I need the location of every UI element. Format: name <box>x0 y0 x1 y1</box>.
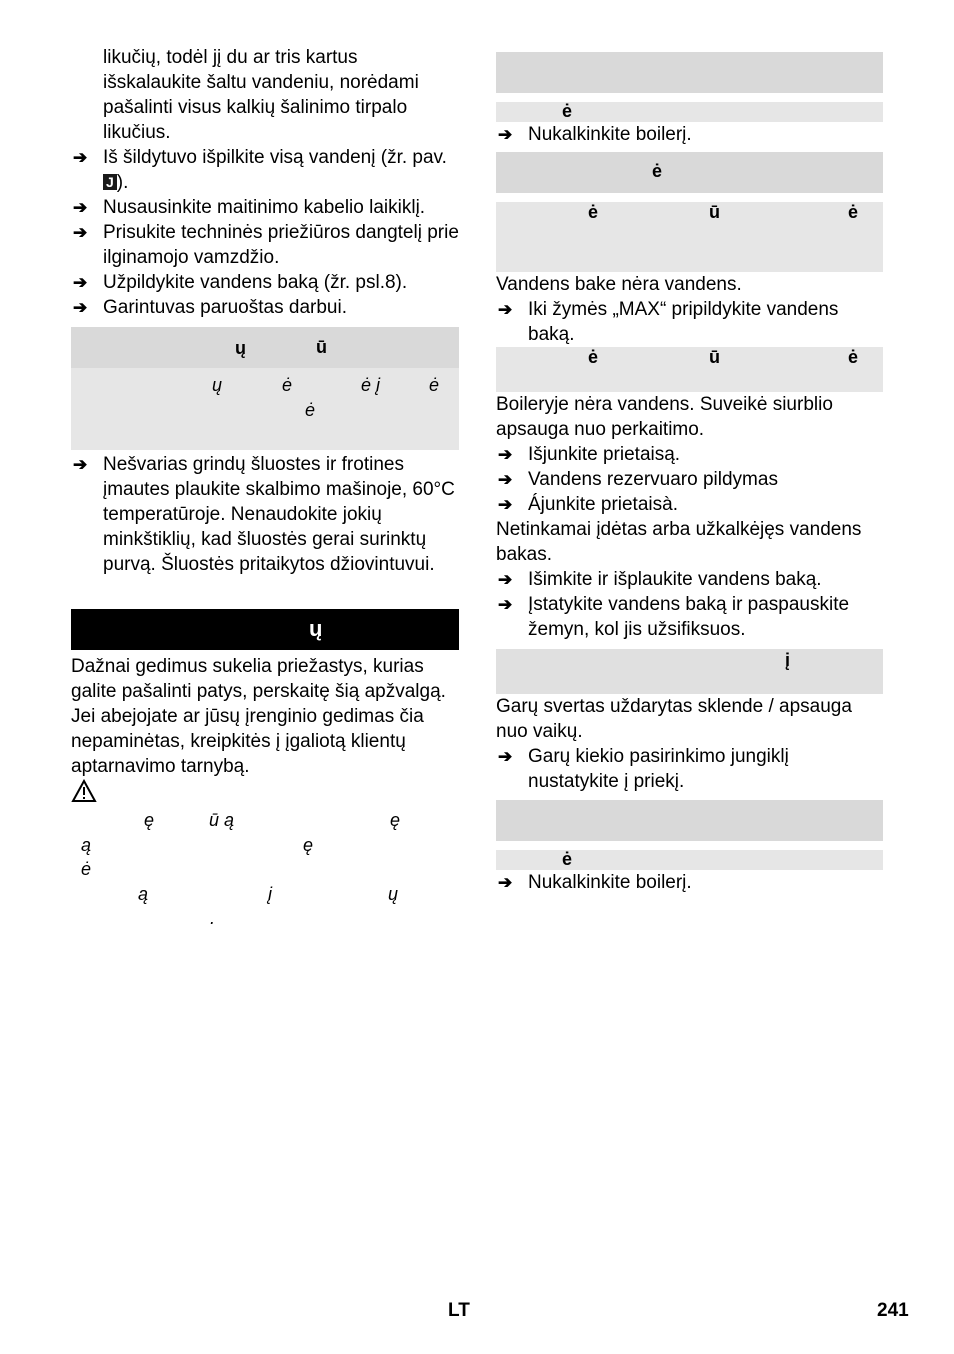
list-item: ➔ Išimkite ir išplaukite vandens baką. <box>498 569 822 590</box>
arrow-right-icon: ➔ <box>498 125 513 144</box>
footer-language: LT <box>448 1300 470 1321</box>
error-subheading-box: ė ū ė <box>496 347 883 392</box>
arrow-right-icon: ➔ <box>498 300 513 319</box>
arrow-right-icon: ➔ <box>498 445 513 464</box>
right-column <box>496 52 883 895</box>
intro-text: likučių, todėl jį du ar tris kartus išskalaukite šaltu vandeniu, norėdami pašalinti visus kalkių šalinimo tirpalo likučius. <box>103 47 419 143</box>
arrow-right-icon: ➔ <box>73 298 88 317</box>
error-subheading-box: ė <box>496 850 883 870</box>
error-heading-box: į <box>496 649 883 694</box>
list-item: ➔ Nukalkinkite boilerį. <box>498 872 692 893</box>
error-heading-box <box>496 800 883 841</box>
arrow-right-icon: ➔ <box>498 570 513 589</box>
figure-key-badge: J <box>103 174 117 190</box>
cause-text: Garų svertas uždarytas sklende / apsauga nuo vaikų. <box>496 696 852 742</box>
arrow-right-icon: ➔ <box>73 455 88 474</box>
error-heading-box: ė <box>496 152 883 193</box>
list-item: ➔ Užpildykite vandens baką (žr. psl.8). <box>73 272 408 293</box>
arrow-right-icon: ➔ <box>73 198 88 217</box>
error-subheading-box: ė ū ė <box>496 202 883 272</box>
list-item: ➔ Nešvarias grindų šluostes ir frotines įmautes plaukite skalbimo mašinoje, 60°C temperatūroje. Nenaudokite jokių minkštiklių, kad šluostės gerai surinktų purvą. Šluostės pritaikytos džiovintuvui. <box>73 454 455 575</box>
step-list-1 <box>71 145 459 320</box>
error-subheading-box: ė <box>496 102 883 122</box>
subheading-box: ų ū <box>71 327 459 368</box>
list-item: ➔ Išjunkite prietaisą. <box>498 444 681 465</box>
list-item: ➔ Ájunkite prietaisà. <box>498 494 678 515</box>
error-heading-box <box>496 52 883 93</box>
subheading-note-box: ų ė ė į ė ė <box>71 368 459 450</box>
cause-text: Netinkamai įdėtas arba užkalkėjęs vandens bakas. <box>496 519 862 565</box>
arrow-right-icon: ➔ <box>73 273 88 292</box>
cause-text: Boileryje nėra vandens. Suveikė siurblio apsauga nuo perkaitimo. <box>496 394 833 440</box>
arrow-right-icon: ➔ <box>498 495 513 514</box>
section-text: Dažnai gedimus sukelia priežastys, kurias galite pašalinti patys, perskaitę šią apžvalgą. Jei abejojate ar jūsų įrenginio gedimas čia nepaminėtas, kreipkitės į įgaliotą klientų aptarnavimo tarnybą. <box>71 656 446 777</box>
list-item: ➔ Iš šildytuvo išpilkite visą vandenį (žr. pav. J ). <box>73 147 447 193</box>
warning-triangle-icon <box>71 779 97 804</box>
arrow-right-icon: ➔ <box>498 595 513 614</box>
list-item: ➔ Vandens rezervuaro pildymas <box>498 469 778 490</box>
list-item: ➔ Garintuvas paruoštas darbui. <box>73 297 347 318</box>
list-item: ➔ Prisukite techninės priežiūros dangtelį prie ilginamojo vamzdžio. <box>73 222 459 268</box>
arrow-right-icon: ➔ <box>498 747 513 766</box>
page-number: 241 <box>877 1300 909 1321</box>
list-item: ➔ Nusausinkite maitinimo kabelio laikiklį. <box>73 197 426 218</box>
arrow-right-icon: ➔ <box>498 470 513 489</box>
section-heading-bar: ų <box>71 609 459 650</box>
arrow-right-icon: ➔ <box>73 148 88 167</box>
arrow-right-icon: ➔ <box>498 873 513 892</box>
list-item: ➔ Įstatykite vandens baką ir paspauskite žemyn, kol jis užsifiksuos. <box>498 594 850 640</box>
list-item: ➔ Nukalkinkite boilerį. <box>498 124 692 145</box>
arrow-right-icon: ➔ <box>73 223 88 242</box>
list-item: ➔ Garų kiekio pasirinkimo jungiklį nustatykite į priekį. <box>498 746 789 792</box>
warning-block: ę ū ą ę ą ę ė ą į ų . <box>71 779 459 904</box>
cause-text: Vandens bake nėra vandens. <box>496 274 742 295</box>
left-column <box>71 45 459 928</box>
list-item: ➔ Iki žymės „MAX“ pripildykite vandens baką. <box>498 299 839 345</box>
